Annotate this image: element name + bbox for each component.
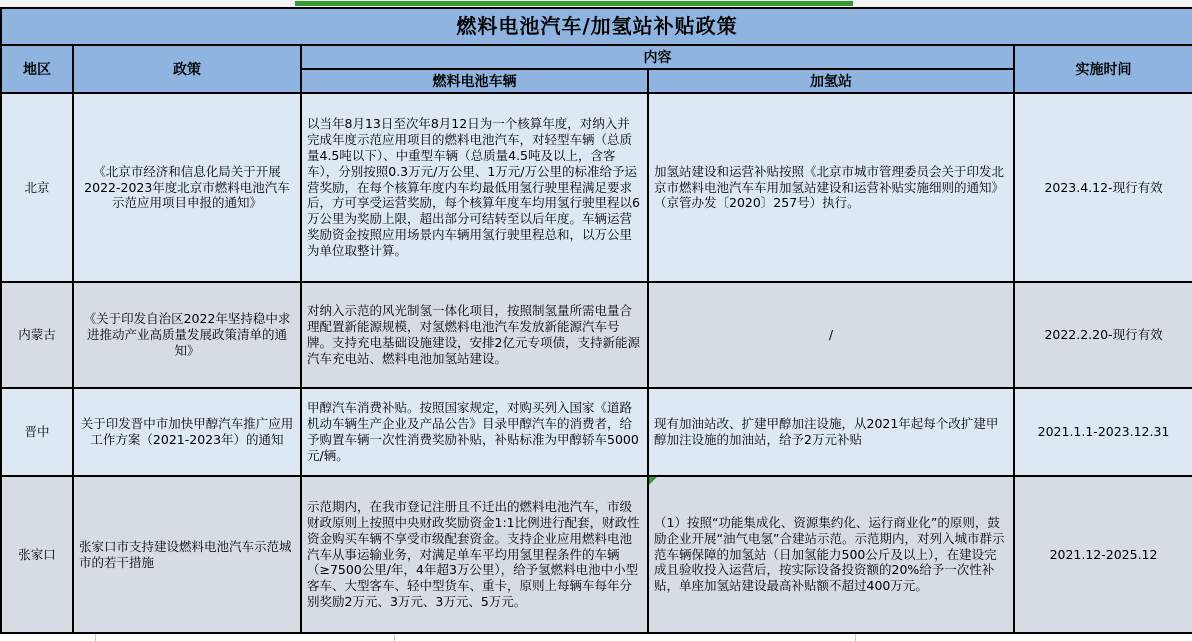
- station-content-cell[interactable]: /: [648, 282, 1014, 388]
- page-title[interactable]: 燃料电池汽车/加氢站补贴政策: [1, 8, 1192, 45]
- time-cell[interactable]: 2021.1.1-2023.12.31: [1014, 388, 1192, 476]
- time-cell[interactable]: 2021.12-2025.12: [1014, 476, 1192, 633]
- policy-cell[interactable]: 张家口市支持建设燃料电池汽车示范城市的若干措施: [73, 476, 301, 633]
- station-content-cell[interactable]: 加氢站建设和运营补贴按照《北京市城市管理委员会关于印发北京市燃料电池汽车车用加氢站建设和运营补贴实施细则的通知》（京管办发〔2020〕257号）执行。: [648, 93, 1014, 282]
- table-row-jinzhong: [1, 388, 1192, 476]
- cell-flag-triangle-icon: [649, 477, 657, 485]
- col-header-region[interactable]: 地区: [1, 45, 73, 93]
- selection-top-border: [295, 1, 853, 6]
- policy-cell[interactable]: 《关于印发自治区2022年坚持稳中求进推动产业高质量发展政策清单的通知》: [73, 282, 301, 388]
- region-cell[interactable]: 张家口: [1, 476, 73, 633]
- spreadsheet-top-strip: [0, 0, 1192, 7]
- region-cell[interactable]: 晋中: [1, 388, 73, 476]
- region-cell[interactable]: 北京: [1, 93, 73, 282]
- col-header-station[interactable]: 加氢站: [648, 69, 1014, 93]
- fcv-content-cell[interactable]: 对纳入示范的风光制氢一体化项目，按照制氢量所需电量合理配置新能源规模，对氢燃料电池汽车发放新能源汽车号牌。支持充电基础设施建设，安排2亿元专项债，支持新能源汽车充电站、燃料电池加氢站建设。: [301, 282, 648, 388]
- fcv-content-cell[interactable]: 示范期内，在我市登记注册且不迁出的燃料电池汽车，市级财政原则上按照中央财政奖励资金1:1比例进行配套，财政性资金购买车辆不享受市级配套资金。支持企业应用燃料电池汽车从事运输业务，对满足单车平均用氢里程条件的车辆（≥7500公里/年，4年超3万公里），给予氢燃料电池中小型客车、大型客车、轻中型货车、重卡，原则上每辆车每年分别奖励2万元、3万元、3万元、5万元。: [301, 476, 648, 633]
- station-content-cell[interactable]: [648, 476, 1014, 633]
- col-header-time[interactable]: 实施时间: [1014, 45, 1192, 93]
- col-header-content[interactable]: 内容: [301, 45, 1014, 69]
- title-row: [1, 8, 1192, 45]
- policy-cell[interactable]: 《北京市经济和信息化局关于开展2022-2023年度北京市燃料电池汽车示范应用项目申报的通知》: [73, 93, 301, 282]
- station-content-cell[interactable]: 现有加油站改、扩建甲醇加注设施，从2021年起每个改扩建甲醇加注设施的加油站，给予2万元补贴: [648, 388, 1014, 476]
- header-row-1: [1, 45, 1192, 69]
- fcv-content-cell[interactable]: 以当年8月13日至次年8月12日为一个核算年度，对纳入并完成年度示范应用项目的燃料电池汽车，对轻型车辆（总质量4.5吨以下）、中重型车辆（总质量4.5吨及以上，含客车），分别按照0.3万元/万公里、1万元/万公里的标准给予运营奖励，在每个核算年度内车均最低用氢行驶里程满足要求后，方可享受运营奖励，每个核算年度车均用氢行驶里程以6万公里为奖励上限，超出部分可结转至以后年度。车辆运营奖励资金按照应用场景内车辆用氢行驶里程总和，以万公里为单位取整计算。: [301, 93, 648, 282]
- table-row-neimenggu: [1, 282, 1192, 388]
- col-header-policy[interactable]: 政策: [73, 45, 301, 93]
- station-content-text: （1）按照“功能集成化、资源集约化、运行商业化”的原则，鼓励企业开展“油气电氢”合建站示范。示范期内，对列入城市群示范车辆保障的加氢站（日加氢能力500公斤及以上），在建设完成且验收投入运营后，按实际设备投资额的20%给予一次性补贴，单座加氢站建设最高补贴额不超过400万元。: [654, 514, 1005, 594]
- subsidy-policy-table: [0, 7, 1192, 634]
- fcv-content-cell[interactable]: 甲醇汽车消费补贴。按照国家规定，对购买列入国家《道路机动车辆生产企业及产品公告》目录甲醇汽车的消费者，给予购置车辆一次性消费奖励补贴，补贴标准为甲醇轿车5000元/辆。: [301, 388, 648, 476]
- col-header-fcv[interactable]: 燃料电池车辆: [301, 69, 648, 93]
- time-cell[interactable]: 2022.2.20-现行有效: [1014, 282, 1192, 388]
- policy-cell[interactable]: 关于印发晋中市加快甲醇汽车推广应用工作方案（2021-2023年）的通知: [73, 388, 301, 476]
- region-cell[interactable]: 内蒙古: [1, 282, 73, 388]
- table-row-beijing: [1, 93, 1192, 282]
- time-cell[interactable]: 2023.4.12-现行有效: [1014, 93, 1192, 282]
- table-row-zhangjiakou: [1, 476, 1192, 633]
